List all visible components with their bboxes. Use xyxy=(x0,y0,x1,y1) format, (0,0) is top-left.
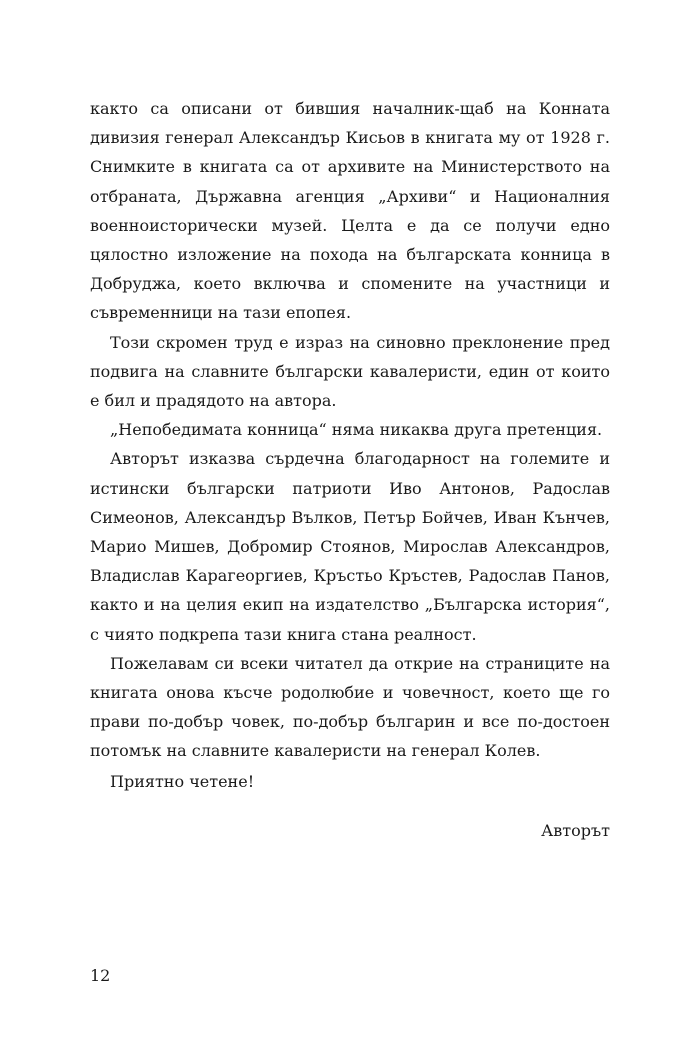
page-number: 12 xyxy=(90,966,111,985)
paragraph-dedication: Този скромен труд е израз на синовно преклонение пред подвига на славните български кавалеристи, един от които е бил и прадядото на автора. xyxy=(90,332,610,411)
closing-line: Приятно четене! xyxy=(110,772,255,791)
author-signature: Авторът xyxy=(541,821,610,840)
paragraph-wish: Пожелавам си всеки читател да открие на страниците на книгата онова късче родолюбие и човечност, което ще го прави по-добър човек, по-добър българин и все по-достоен потомък на славните кавалеристи на генерал Колев. xyxy=(90,653,610,761)
paragraph-continuation: както са описани от бившия началник-щаб на Конната дивизия генерал Александър Кисьов в книгата му от 1928 г. Снимките в книгата са от архивите на Министерството на отбраната, Държавна агенция „Архиви“ и Националния военноисторически музей. Целта е да се получи едно цялостно изложение на похода на българската конница в Добруджа, което включва и спомените на участници и съвременници на тази епопея. xyxy=(90,99,610,323)
paragraph-pretension: „Непобедимата конница“ няма никаква друга претенция. xyxy=(110,420,603,440)
body-text xyxy=(90,94,610,766)
paragraph-acknowledgements: Авторът изказва сърдечна благодарност на големите и истински български патриоти Иво Антонов, Радослав Симеонов, Александър Вълков, Петър Бойчев, Иван Кънчев, Марио Мишев, Добромир Стоянов, Мирослав Александров, Владислав Карагеоргиев, Кръстьо Кръстев, Радослав Панов, както и на целия екип на издателство „Българска история“, с чиято подкрепа тази книга стана реалност. xyxy=(90,449,610,644)
